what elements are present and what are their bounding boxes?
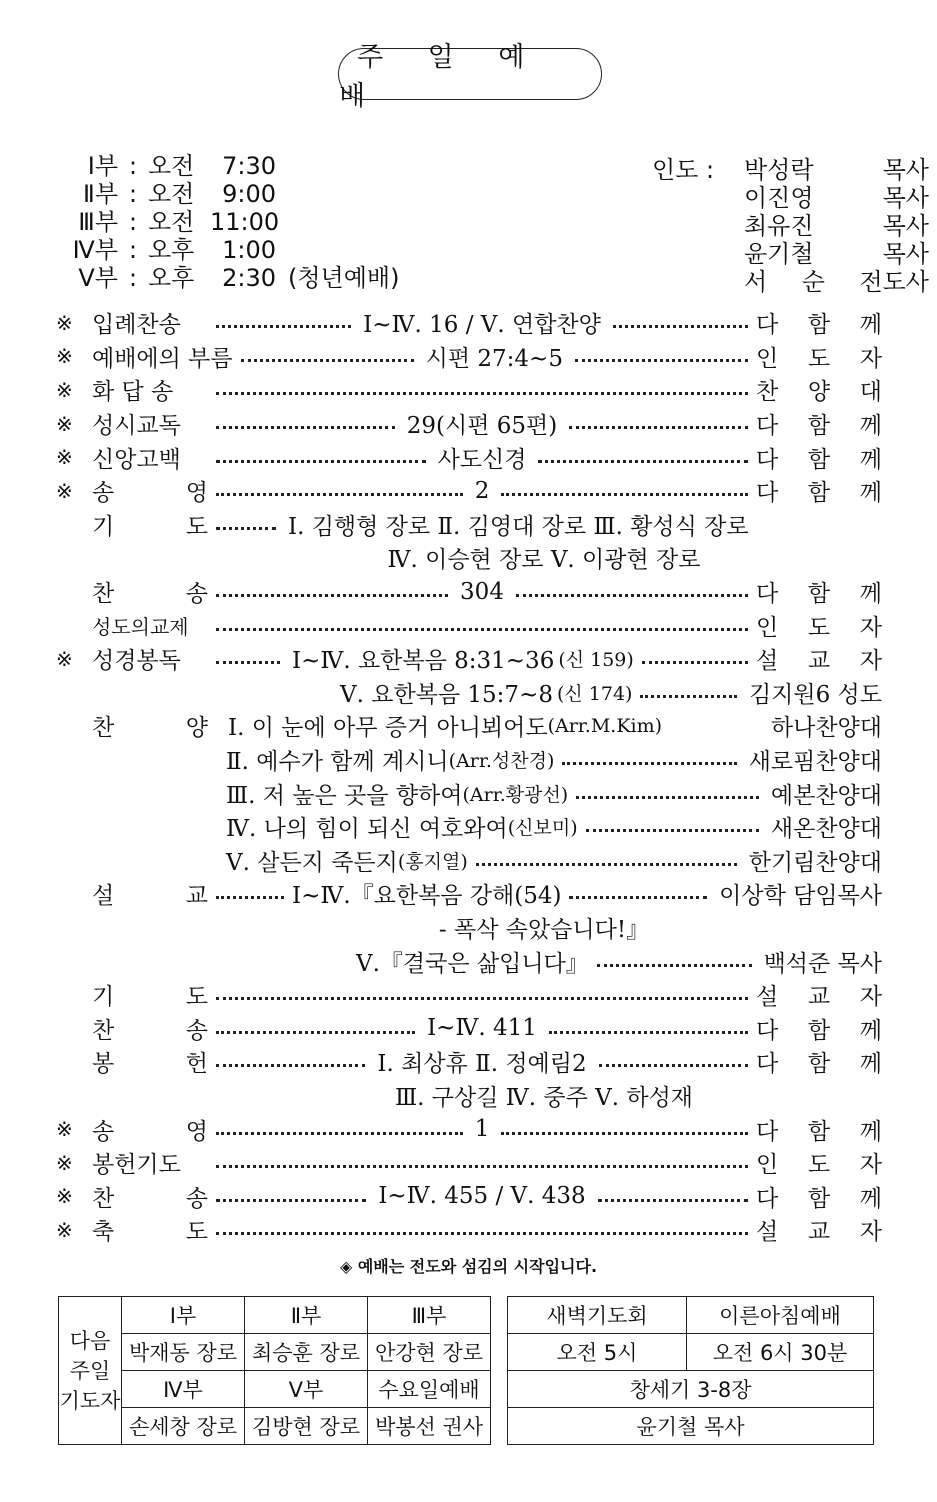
schedule-row: Ⅲ부 : 오전 11:00 xyxy=(78,208,280,236)
order-row-scripture: ※ 성경봉독 Ⅰ~Ⅳ. 요한복음 8:31~36 (신 159) 설 교 자 xyxy=(56,646,882,675)
leader-name: 박성락 목사 xyxy=(744,156,929,184)
prayer-table-cell: 손세창 장로 xyxy=(122,1408,245,1445)
order-row-sermon-cont: - 폭삭 속았습니다!』 xyxy=(438,916,650,943)
dawn-table-leader: 윤기철 목사 xyxy=(508,1408,874,1445)
dawn-table-cell: 오전 5시 xyxy=(508,1334,687,1371)
order-row-sermon-2: Ⅴ.『결국은 삶입니다』 백석준 목사 xyxy=(356,950,882,977)
schedule-note: (청년예배) xyxy=(288,264,400,292)
schedule-row: Ⅳ부 : 오후 1:00 xyxy=(72,236,276,264)
order-row-offering-prayer: ※ 봉헌기도 인 도 자 xyxy=(56,1150,882,1179)
schedule-row: Ⅱ부 : 오전 9:00 xyxy=(83,180,276,208)
order-row-creed: ※ 신앙고백 사도신경 다 함 께 xyxy=(56,445,882,473)
next-week-prayer-table xyxy=(58,1296,491,1445)
leader-name: 윤기철 목사 xyxy=(744,240,929,268)
prayer-table-label: 다음 주일 기도자 xyxy=(59,1297,122,1445)
prayer-table-header: Ⅳ부 xyxy=(122,1371,245,1408)
order-row-sermon: 설 교 Ⅰ~Ⅳ.『요한복음 강해(54) 이상학 담임목사 xyxy=(92,883,882,910)
dawn-table-passage: 창세기 3-8장 xyxy=(508,1371,874,1408)
page-title: 주 일 예 배 xyxy=(338,48,602,100)
leader-name: 이진영 목사 xyxy=(744,184,929,212)
prayer-table-cell: 박봉선 권사 xyxy=(368,1408,491,1445)
order-row-doxology: ※ 송 영 2 다 함 께 xyxy=(56,477,883,507)
order-row-anthem-2: Ⅱ. 예수가 함께 계시니 (Arr.성찬경) 새로핌찬양대 xyxy=(226,749,882,776)
order-row-offering: 봉 헌 Ⅰ. 최상휴 Ⅱ. 정예림2 다 함 께 xyxy=(92,1051,882,1078)
order-row-anthem-4: Ⅳ. 나의 힘이 되신 여호와여 (신보미) 새온찬양대 xyxy=(226,816,882,843)
schedule-row: Ⅰ부 : 오전 7:30 xyxy=(87,152,276,180)
order-row-prayer-cont: Ⅳ. 이승현 장로 Ⅴ. 이광현 장로 xyxy=(387,547,701,574)
dawn-prayer-table xyxy=(507,1296,874,1445)
order-row-hymn-2: 찬 송 Ⅰ~Ⅳ. 411 다 함 께 xyxy=(92,1015,883,1044)
order-row-prayer-2: 기 도 설 교 자 xyxy=(92,984,882,1011)
order-row-anthem-3: Ⅲ. 저 높은 곳을 향하여 (Arr.황광선) 예본찬양대 xyxy=(226,782,882,809)
prayer-table-cell: 최승훈 장로 xyxy=(245,1334,368,1371)
order-row-offering-cont: Ⅲ. 구상길 Ⅳ. 중주 Ⅴ. 하성재 xyxy=(395,1084,693,1111)
prayer-table-header: Ⅱ부 xyxy=(245,1297,368,1334)
dawn-table-cell: 오전 6시 30분 xyxy=(687,1334,874,1371)
order-row-benediction: ※ 축 도 설 교 자 xyxy=(56,1217,882,1246)
order-row-doxology-2: ※ 송 영 1 다 함 께 xyxy=(56,1116,883,1145)
order-row-responsive-reading: ※ 성시교독 29(시편 65편) 다 함 께 xyxy=(56,411,883,440)
order-row-hymn: 찬 송 304 다 함 께 xyxy=(92,578,882,608)
prayer-table-header: Ⅰ부 xyxy=(122,1297,245,1334)
prayer-table-cell: 안강현 장로 xyxy=(368,1334,491,1371)
order-row-response: ※ 화 답 송 찬 양 대 xyxy=(56,377,882,406)
dawn-table-header: 새벽기도회 xyxy=(508,1297,687,1334)
prayer-table-header: 수요일예배 xyxy=(368,1371,491,1408)
leader-name: 서 순 전도사 xyxy=(744,268,929,296)
schedule-row: Ⅴ부 : 오후 2:30 (청년예배) xyxy=(78,264,400,292)
order-of-worship xyxy=(56,306,882,1247)
order-row-anthem-5: Ⅴ. 살든지 죽든지 (홍지열) 한기림찬양대 xyxy=(226,849,882,876)
leader-name: 최유진 목사 xyxy=(744,212,929,240)
order-row-entrance-hymn: ※ 입례찬송 Ⅰ~Ⅳ. 16 / Ⅴ. 연합찬양 다 함 께 xyxy=(56,310,883,339)
order-row-fellowship: 성도의교제 인 도 자 xyxy=(92,614,882,641)
order-row-hymn-3: ※ 찬 송 Ⅰ~Ⅳ. 455 / Ⅴ. 438 다 함 께 xyxy=(56,1183,883,1212)
prayer-table-cell: 박재동 장로 xyxy=(122,1334,245,1371)
service-schedule xyxy=(68,152,399,292)
prayer-table-cell: 김방현 장로 xyxy=(245,1408,368,1445)
prayer-table-header: Ⅲ부 xyxy=(368,1297,491,1334)
footer-note: ◈ 예배는 전도와 섬김의 시작입니다. xyxy=(339,1257,598,1276)
leaders-label: 인도 : xyxy=(652,156,715,184)
prayer-table-header: Ⅴ부 xyxy=(245,1371,368,1408)
order-row-scripture-2: Ⅴ. 요한복음 15:7~8 (신 174) 김지원6 성도 xyxy=(340,681,882,708)
dawn-table-header: 이른아침예배 xyxy=(687,1297,874,1334)
order-row-call-to-worship: ※ 예배에의 부름 시편 27:4~5 인 도 자 xyxy=(56,344,882,372)
order-row-prayer: 기 도 Ⅰ. 김행형 장로 Ⅱ. 김영대 장로 Ⅲ. 황성식 장로 xyxy=(92,513,749,540)
order-row-anthem: 찬 양 Ⅰ. 이 눈에 아무 증거 아니뵈어도 (Arr.M.Kim) 하나찬양대 xyxy=(92,714,882,742)
